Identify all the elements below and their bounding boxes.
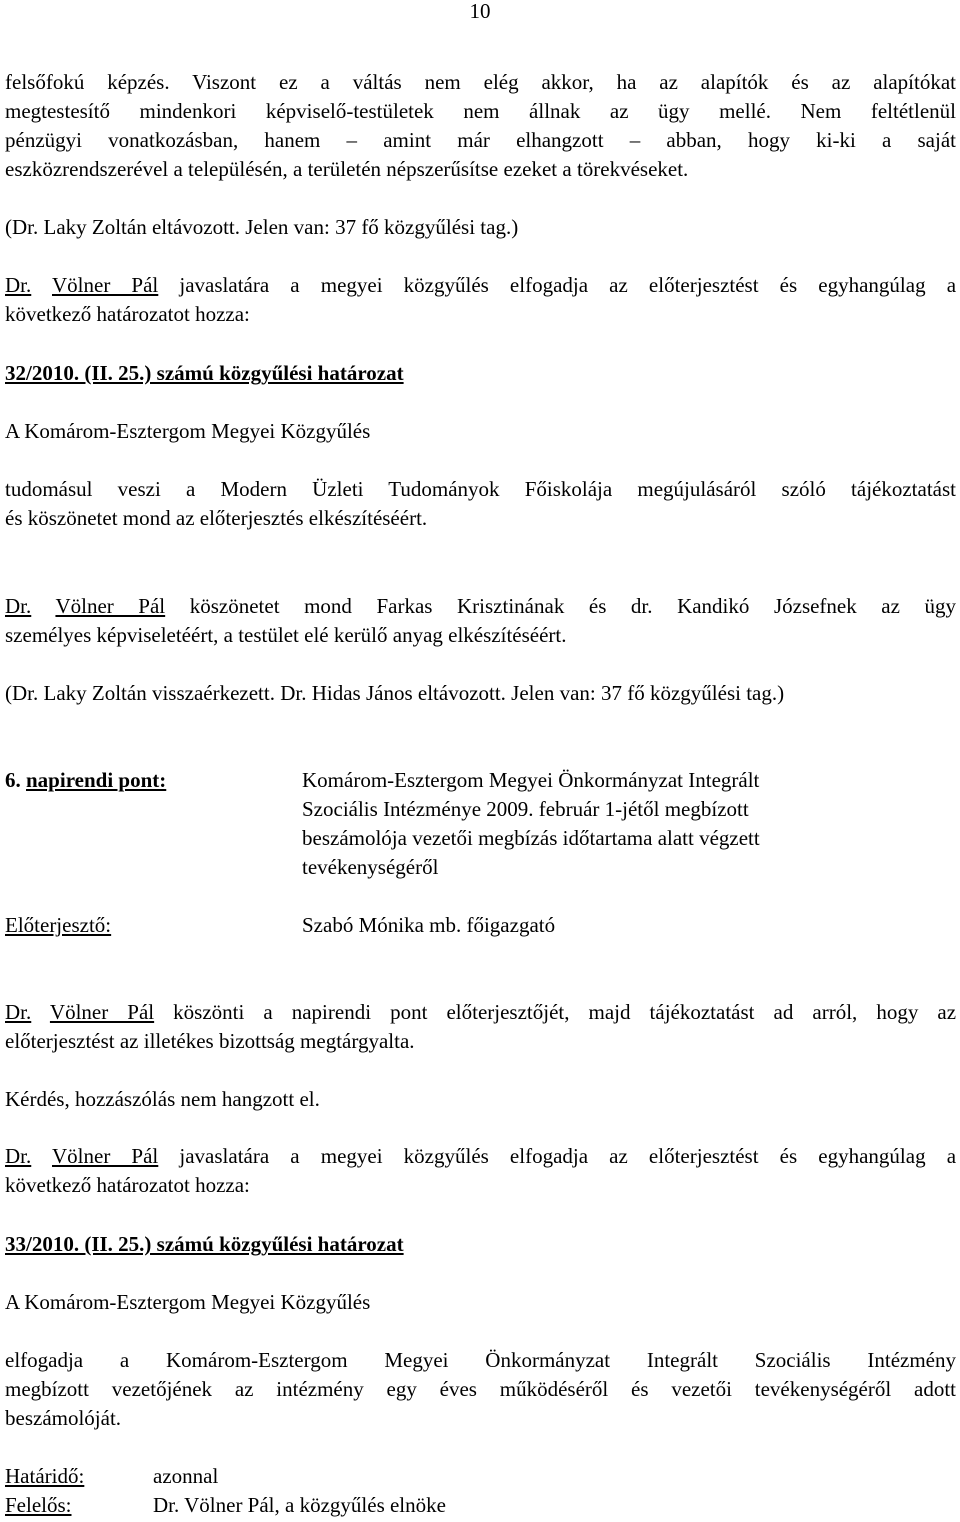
thanks-text: köszönetet mond Farkas Krisztinának és dr. Kandikó Józsefnek az ügy xyxy=(189,594,957,618)
resolution-32-body-head: A Komárom-Esztergom Megyei Közgyűlés xyxy=(5,419,371,443)
chair-name: Völner Pál xyxy=(49,1000,155,1024)
agenda-item-label xyxy=(5,766,166,795)
agenda-title-line-2: Szociális Intézménye 2009. február 1-jétől megbízott xyxy=(302,797,749,821)
chair-title: Dr. xyxy=(5,273,32,297)
agenda-title-line-4: tevékenységéről xyxy=(302,855,439,879)
agenda-label: napirendi pont: xyxy=(26,768,167,792)
intro-line-3: pénzügyi vonatkozásban, hanem – amint már elhangzott – abban, hogy ki-ki a saját xyxy=(5,128,956,152)
chair-name: Völner Pál xyxy=(55,594,166,618)
intro-line-4: eszközrendszerével a településén, a területén népszerűsítse ezeket a törekvéseket. xyxy=(5,157,689,181)
resolution-33-line-3: beszámolóját. xyxy=(5,1406,122,1430)
resolution-33-title: 33/2010. (II. 25.) számú közgyűlési határozat xyxy=(5,1232,404,1256)
proposal-2-text: javaslatára a megyei közgyűlés elfogadja az előterjesztést és egyhangúlag a xyxy=(179,1144,957,1168)
responsible-label: Felelős: xyxy=(5,1493,72,1517)
resolution-33-body-head: A Komárom-Esztergom Megyei Közgyűlés xyxy=(5,1290,371,1314)
chair-title: Dr. xyxy=(5,1000,32,1024)
agenda-title-line-3: beszámolója vezetői megbízás időtartama alatt végzett xyxy=(302,826,760,850)
thanks-line-2: személyes képviseletéért, a testület elé kerülő anyag elkészítéséért. xyxy=(5,623,567,647)
resolution-32-line-2: és köszönetet mond az előterjesztés elkészítéséért. xyxy=(5,506,428,530)
resolution-32-line-1: tudomásul veszi a Modern Üzleti Tudományok Főiskolája megújulásáról szóló tájékoztatást xyxy=(5,477,956,501)
proposal-2-line-2: következő határozatot hozza: xyxy=(5,1173,250,1197)
chair-name: Völner Pál xyxy=(52,273,159,297)
intro-line-1: felsőfokú képzés. Viszont ez a váltás nem elég akkor, ha az alapítók és az alapítókat xyxy=(5,70,956,94)
deadline-value: azonnal xyxy=(153,1464,219,1488)
agenda-number: 6. xyxy=(5,768,21,792)
greeting-text: köszönti a napirendi pont előterjesztőjét, majd tájékoztatást ad arról, hogy az xyxy=(173,1000,957,1024)
attendance-note-1: (Dr. Laky Zoltán eltávozott. Jelen van: 37 fő közgyűlési tag.) xyxy=(5,215,519,239)
proposal-1-text: javaslatára a megyei közgyűlés elfogadja az előterjesztést és egyhangúlag a xyxy=(179,273,957,297)
thanks-line-1 xyxy=(5,592,956,621)
chair-title: Dr. xyxy=(5,1144,32,1168)
no-questions-note: Kérdés, hozzászólás nem hangzott el. xyxy=(5,1087,320,1111)
greeting-line-1 xyxy=(5,998,956,1027)
deadline-label: Határidő: xyxy=(5,1464,85,1488)
resolution-33-line-2: megbízott vezetőjének az intézmény egy éves működéséről és vezetői tevékenységéről adott xyxy=(5,1377,956,1401)
resolution-33-line-1: elfogadja a Komárom-Esztergom Megyei Önkormányzat Integrált Szociális Intézmény xyxy=(5,1348,956,1372)
attendance-note-2: (Dr. Laky Zoltán visszaérkezett. Dr. Hidas János eltávozott. Jelen van: 37 fő közgyűlési tag.) xyxy=(5,681,785,705)
proposal-2-line-1 xyxy=(5,1142,956,1171)
resolution-32-title: 32/2010. (II. 25.) számú közgyűlési határozat xyxy=(5,361,404,385)
greeting-line-2: előterjesztést az illetékes bizottság megtárgyalta. xyxy=(5,1029,415,1053)
proposal-1-line-2: következő határozatot hozza: xyxy=(5,302,250,326)
proposal-1-line-1 xyxy=(5,271,956,300)
chair-title: Dr. xyxy=(5,594,32,618)
presenter-name: Szabó Mónika mb. főigazgató xyxy=(302,913,556,937)
chair-name: Völner Pál xyxy=(52,1144,159,1168)
page-number: 10 xyxy=(469,0,491,23)
intro-line-2: megtestesítő mindenkori képviselő-testületek nem állnak az ügy mellé. Nem feltétlenül xyxy=(5,99,956,123)
responsible-value: Dr. Völner Pál, a közgyűlés elnöke xyxy=(153,1493,446,1517)
presenter-label: Előterjesztő: xyxy=(5,913,112,937)
agenda-title-line-1: Komárom-Esztergom Megyei Önkormányzat Integrált xyxy=(302,768,760,792)
